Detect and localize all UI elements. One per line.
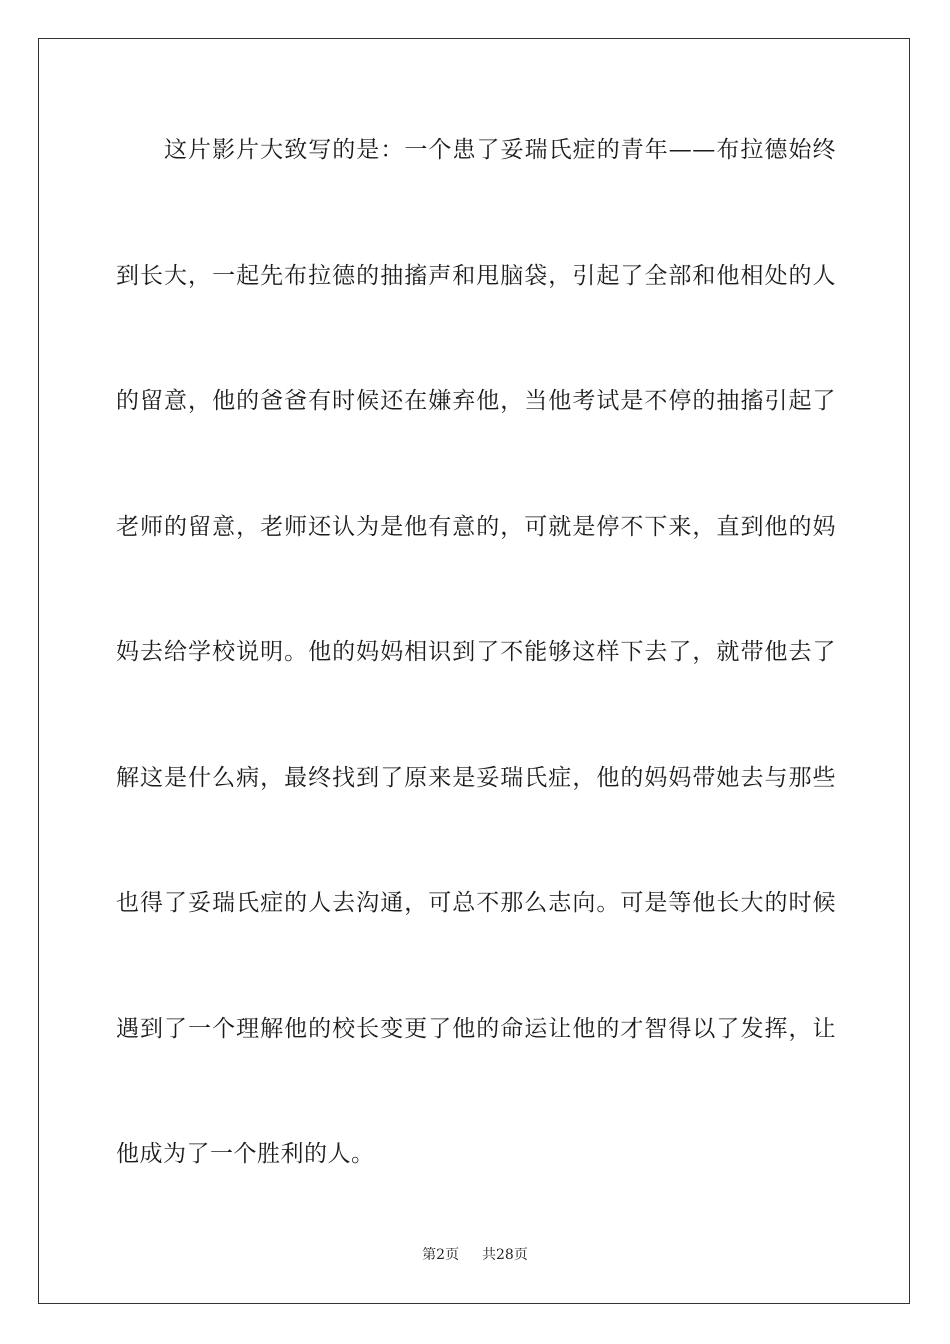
page-total: 共28页 — [482, 1247, 528, 1263]
paragraph-line: 的留意，他的爸爸有时候还在嫌弃他，当他考试是不停的抽搐引起了 — [116, 388, 836, 414]
document-body — [116, 126, 836, 1256]
paragraph-line: 也得了妥瑞氏症的人去沟通，可总不那么志向。可是等他长大的时候 — [116, 890, 836, 916]
paragraph-line: 解这是什么病，最终找到了原来是妥瑞氏症，他的妈妈带她去与那些 — [116, 764, 836, 791]
paragraph-line: 他成为了一个胜利的人。 — [116, 1141, 375, 1167]
paragraph-line: 这片影片大致写的是：一个患了妥瑞氏症的青年——布拉德始终 — [164, 137, 836, 163]
paragraph-line: 妈去给学校说明。他的妈妈相识到了不能够这样下去了，就带他去了 — [116, 639, 836, 665]
paragraph-line: 遇到了一个理解他的校长变更了他的命运让他的才智得以了发挥，让 — [116, 1015, 836, 1042]
page-footer — [0, 1244, 950, 1264]
paragraph-line: 老师的留意，老师还认为是他有意的，可就是停不下来，直到他的妈 — [116, 513, 836, 540]
paragraph-line: 到长大，一起先布拉德的抽搐声和甩脑袋，引起了全部和他相处的人 — [116, 262, 836, 289]
page-number: 第2页 — [422, 1247, 460, 1263]
